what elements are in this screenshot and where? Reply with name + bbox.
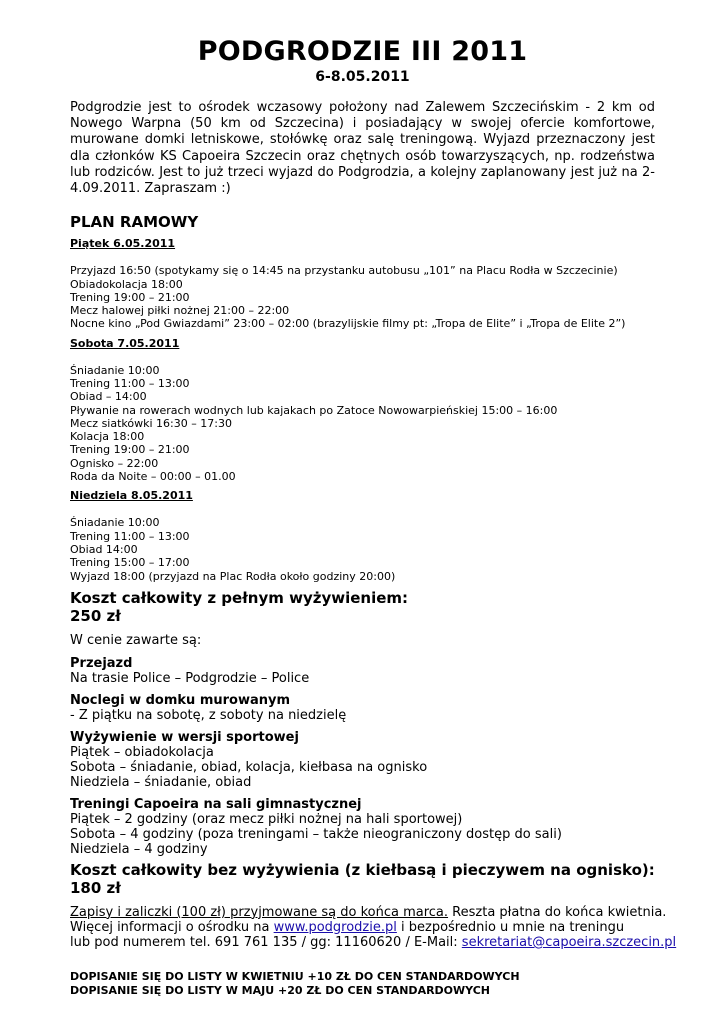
cost-nofood-price: 180 zł [70, 878, 121, 897]
surcharge-april: DOPISANIE SIĘ DO LISTY W KWIETNIU +10 ZŁ DO CEN STANDARDOWYCH [70, 969, 520, 983]
included-title: Noclegi w domku murowanym [70, 692, 291, 708]
cost-full-label: Koszt całkowity z pełnym wyżywieniem: [70, 588, 409, 607]
included-line: Niedziela – śniadanie, obiad [70, 774, 252, 790]
schedule-item: Obiad 14:00 [70, 542, 138, 556]
included-line: Sobota – 4 godziny (poza treningami – także nieograniczony dostęp do sali) [70, 826, 562, 842]
document-page [70, 36, 677, 998]
day-heading-saturday: Sobota 7.05.2011 [70, 336, 180, 350]
intro-line: już trzeci wyjazd do Podgrodzia, a kolejny zaplanowany jest już na 2-4.09.2011. Zapraszam :) [70, 164, 656, 197]
included-transport [70, 656, 655, 686]
schedule-item: Śniadanie 10:00 [70, 516, 160, 530]
intro-line: Podgrodzie jest to ośrodek wczasowy położony nad Zalewem Szczecińskim - 2 km od Nowego [70, 100, 655, 132]
schedule-item: Pływanie na rowerach wodnych lub kajakach po Zatoce Nowowarpieńskiej 15:00 – 16:00 [70, 403, 558, 417]
schedule-item: Mecz siatkówki 16:30 – 17:30 [70, 416, 232, 430]
info-line-3 [70, 934, 677, 950]
schedule-item: Roda da Noite – 00:00 – 01.00 [70, 470, 236, 484]
schedule-item: Ognisko – 22:00 [70, 456, 159, 470]
included-line: Na trasie Police – Podgrodzie – Police [70, 670, 310, 686]
info-text: Więcej informacji o ośrodku na [70, 919, 274, 935]
signup-deadline: Zapisy i zaliczki (100 zł) przyjmowane są do końca marca. [70, 904, 449, 920]
schedule-item: Śniadanie 10:00 [70, 363, 160, 377]
event-dates: 6-8.05.2011 [315, 69, 410, 85]
schedule-item: Obiadokolacja 18:00 [70, 277, 183, 291]
cost-full-heading [70, 589, 655, 625]
surcharges [70, 970, 655, 998]
cost-nofood-heading [70, 861, 655, 897]
intro-line: Warpna (50 km od Szczecina) i posiadający w swojej ofercie komfortowe, murowane domki [70, 116, 655, 148]
cost-nofood-label: Koszt całkowity bez wyżywienia (z kiełbasą i pieczywem na ognisko): [70, 860, 655, 879]
included-meals [70, 730, 655, 790]
schedule-item: Mecz halowej piłki nożnej 21:00 – 22:00 [70, 304, 290, 318]
included-title: Przejazd [70, 655, 133, 671]
day-heading-sunday: Niedziela 8.05.2011 [70, 489, 193, 503]
schedule-item: Wyjazd 18:00 (przyjazd na Plac Rodła około godziny 20:00) [70, 569, 396, 583]
schedule-item: Przyjazd 16:50 (spotykamy się o 14:45 na przystanku autobusu „101” na Placu Rodła w Szczecinie) [70, 264, 618, 278]
schedule-item: Trening 15:00 – 17:00 [70, 556, 190, 570]
intro-line: KS Capoeira Szczecin oraz chętnych osób towarzyszących, np. rodzeństwa lub rodziców. Jest to [70, 148, 655, 180]
schedule-item: Trening 19:00 – 21:00 [70, 290, 190, 304]
included-lodging [70, 693, 655, 723]
intro-line: letniskowe, stołówkę oraz salę treningową. Wyjazd przeznaczony jest dla członków [70, 132, 655, 164]
included-intro: W cenie zawarte są: [70, 632, 202, 648]
info-block [70, 904, 677, 950]
included-line: Niedziela – 4 godziny [70, 841, 208, 857]
included-line: - Z piątku na sobotę, z soboty na niedzielę [70, 707, 347, 723]
schedule-item: Nocne kino „Pod Gwiazdami” 23:00 – 02:00 (brazylijskie filmy pt: „Tropa de Elite” i „Tropa de Elite 2”) [70, 317, 626, 331]
schedule-item: Trening 19:00 – 21:00 [70, 443, 190, 457]
schedule-sunday [70, 516, 655, 582]
day-heading-friday: Piątek 6.05.2011 [70, 237, 176, 251]
schedule-item: Trening 11:00 – 13:00 [70, 377, 190, 390]
intro-paragraph [70, 100, 655, 197]
included-line: Piątek – obiadokolacja [70, 744, 214, 760]
page-title: PODGRODZIE III 2011 [197, 36, 528, 67]
schedule-saturday [70, 364, 655, 484]
info-text: i bezpośrednio u mnie na treningu [396, 919, 625, 935]
schedule-friday [70, 264, 655, 330]
surcharge-may: DOPISANIE SIĘ DO LISTY W MAJU +20 ZŁ DO CEN STANDARDOWYCH [70, 983, 491, 997]
info-line-2 [70, 920, 655, 935]
schedule-item: Trening 11:00 – 13:00 [70, 529, 190, 543]
email-link[interactable]: sekretariat@capoeira.szczecin.pl [461, 934, 677, 950]
included-line: Piątek – 2 godziny (oraz mecz piłki nożnej na hali sportowej) [70, 811, 463, 827]
contact-text: lub pod numerem tel. 691 761 135 / gg: 11160620 / E-Mail: [70, 934, 462, 950]
website-link[interactable]: www.podgrodzie.pl [273, 919, 397, 935]
included-title: Wyżywienie w wersji sportowej [70, 729, 299, 745]
included-title: Treningi Capoeira na sali gimnastycznej [70, 796, 362, 812]
included-line: Sobota – śniadanie, obiad, kolacja, kiełbasa na ognisko [70, 759, 428, 775]
schedule-item: Obiad – 14:00 [70, 390, 147, 404]
cost-full-price: 250 zł [70, 606, 121, 625]
payment-note: Reszta płatna do końca kwietnia. [448, 904, 667, 920]
plan-heading: PLAN RAMOWY [70, 213, 199, 232]
included-trainings [70, 797, 655, 857]
schedule-item: Kolacja 18:00 [70, 430, 145, 444]
info-line-1 [70, 904, 667, 920]
